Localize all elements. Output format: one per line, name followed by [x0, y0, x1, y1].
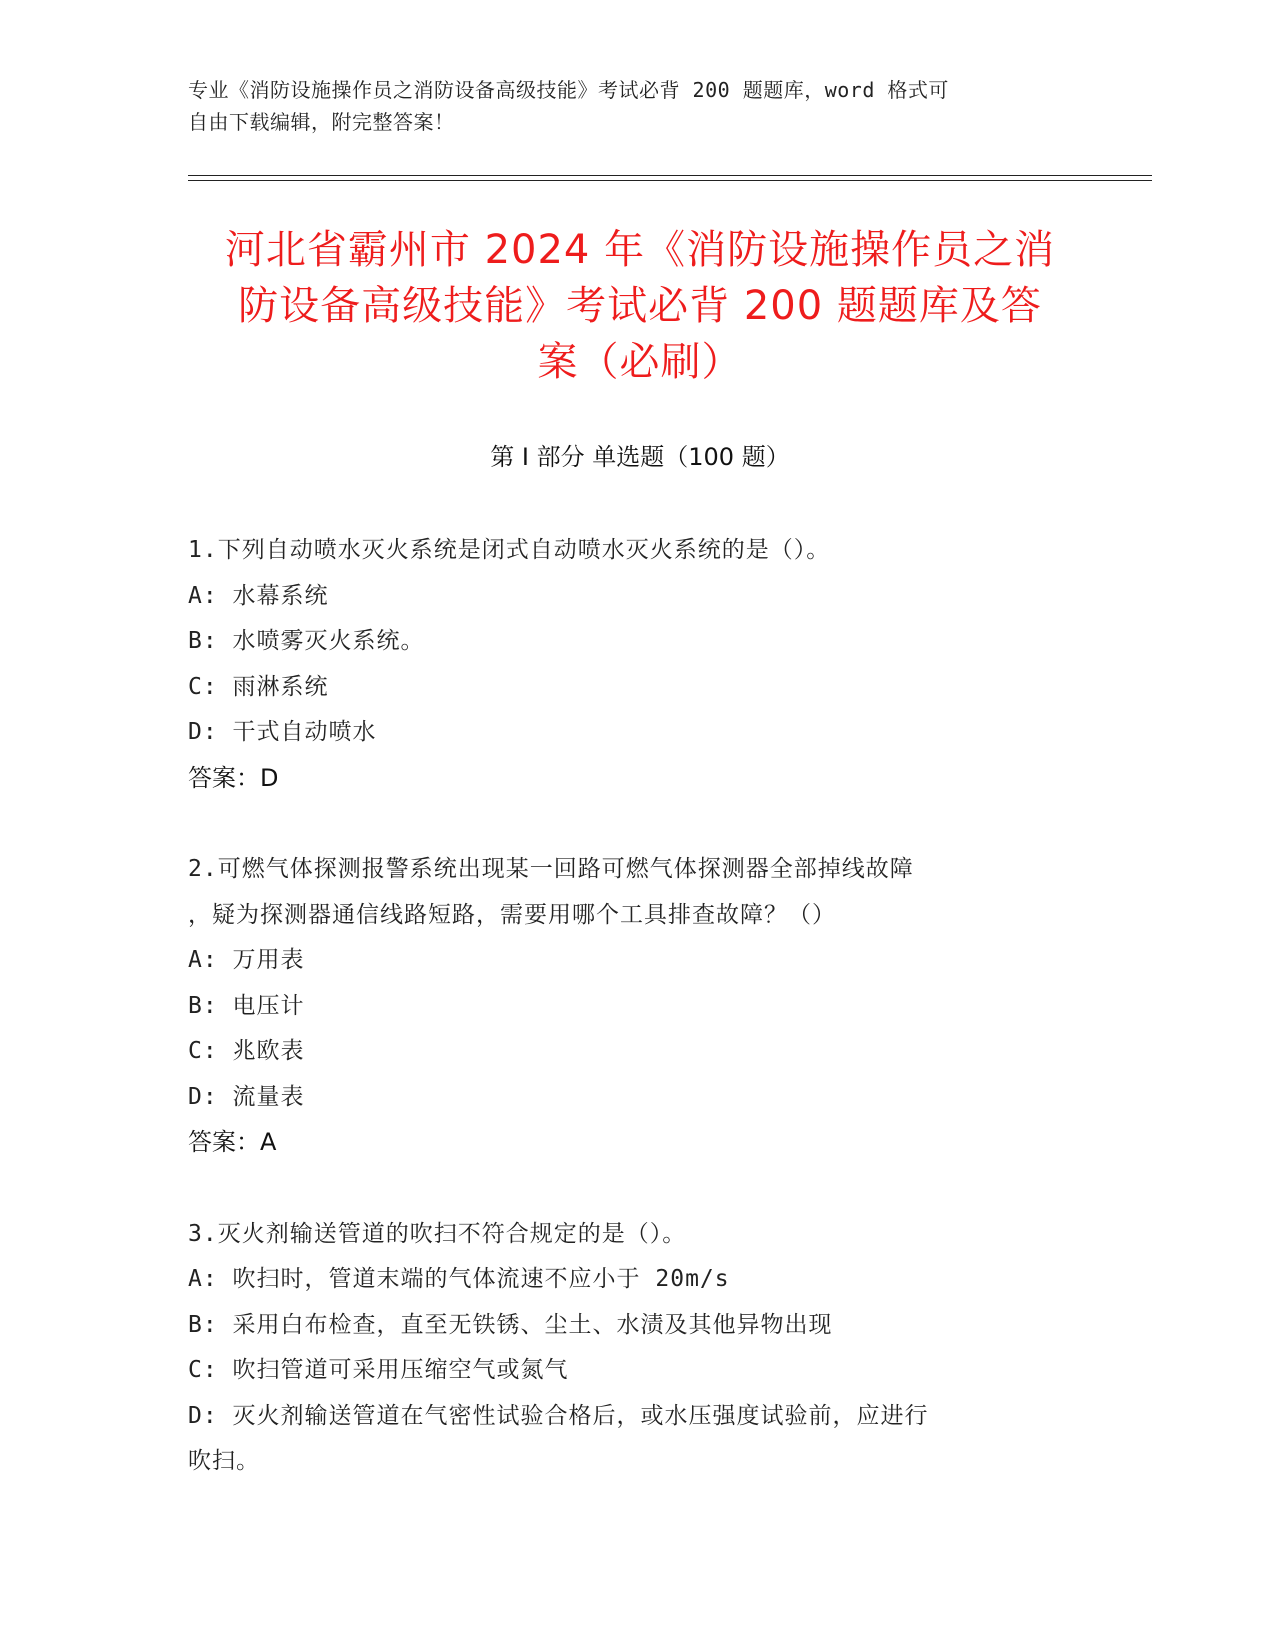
question-1-option-a: A: 水幕系统	[188, 582, 329, 609]
question-2-option-b: B: 电压计	[188, 992, 305, 1019]
question-1-option-b: B: 水喷雾灭火系统。	[188, 628, 425, 654]
section-heading: 第 I 部分 单选题（100 题）	[490, 443, 790, 471]
title-line-2: 防设备高级技能》考试必背 200 题题库及答	[238, 283, 1042, 329]
question-list	[188, 528, 1068, 1531]
header-note-line-2: 自由下载编辑，附完整答案！	[188, 110, 455, 134]
question-3-option-d-continued: 吹扫。	[188, 1448, 260, 1474]
question-3-option-c: C: 吹扫管道可采用压缩空气或氮气	[188, 1357, 569, 1383]
question-1-option-d: D: 干式自动喷水	[188, 719, 377, 745]
question-2-text-line-2: ，疑为探测器通信线路短路，需要用哪个工具排查故障？（）	[188, 901, 836, 928]
title-line-1: 河北省霸州市 2024 年《消防设施操作员之消	[224, 227, 1056, 273]
header-divider-top	[188, 175, 1152, 176]
question-2-answer: 答案：A	[188, 1128, 277, 1156]
question-2	[188, 847, 1068, 1166]
header-divider-bottom	[188, 180, 1152, 181]
title-line-3: 案（必刷）	[537, 339, 743, 385]
question-2-option-a: A: 万用表	[188, 947, 305, 973]
question-1-text: 1.下列自动喷水灭火系统是闭式自动喷水灭火系统的是（）。	[188, 537, 831, 563]
question-3	[188, 1212, 1068, 1485]
document-title	[180, 222, 1100, 390]
question-3-text: 3.灭火剂输送管道的吹扫不符合规定的是（）。	[188, 1220, 687, 1247]
header-note	[188, 74, 1068, 138]
header-note-line-1: 专业《消防设施操作员之消防设备高级技能》考试必背 200 题题库，word 格式可	[188, 78, 949, 102]
question-3-option-b: B: 采用白布检查，直至无铁锈、尘土、水渍及其他异物出现	[188, 1311, 833, 1338]
question-3-option-d: D: 灭火剂输送管道在气密性试验合格后，或水压强度试验前，应进行	[188, 1402, 929, 1429]
question-2-option-c: C: 兆欧表	[188, 1038, 305, 1064]
question-2-text-line-1: 2.可燃气体探测报警系统出现某一回路可燃气体探测器全部掉线故障	[188, 856, 914, 882]
question-2-option-d: D: 流量表	[188, 1083, 305, 1110]
question-3-option-a: A: 吹扫时，管道末端的气体流速不应小于 20m/s	[188, 1266, 730, 1292]
question-1-option-c: C: 雨淋系统	[188, 673, 329, 700]
question-1	[188, 528, 1068, 801]
question-1-answer: 答案：D	[188, 763, 279, 792]
